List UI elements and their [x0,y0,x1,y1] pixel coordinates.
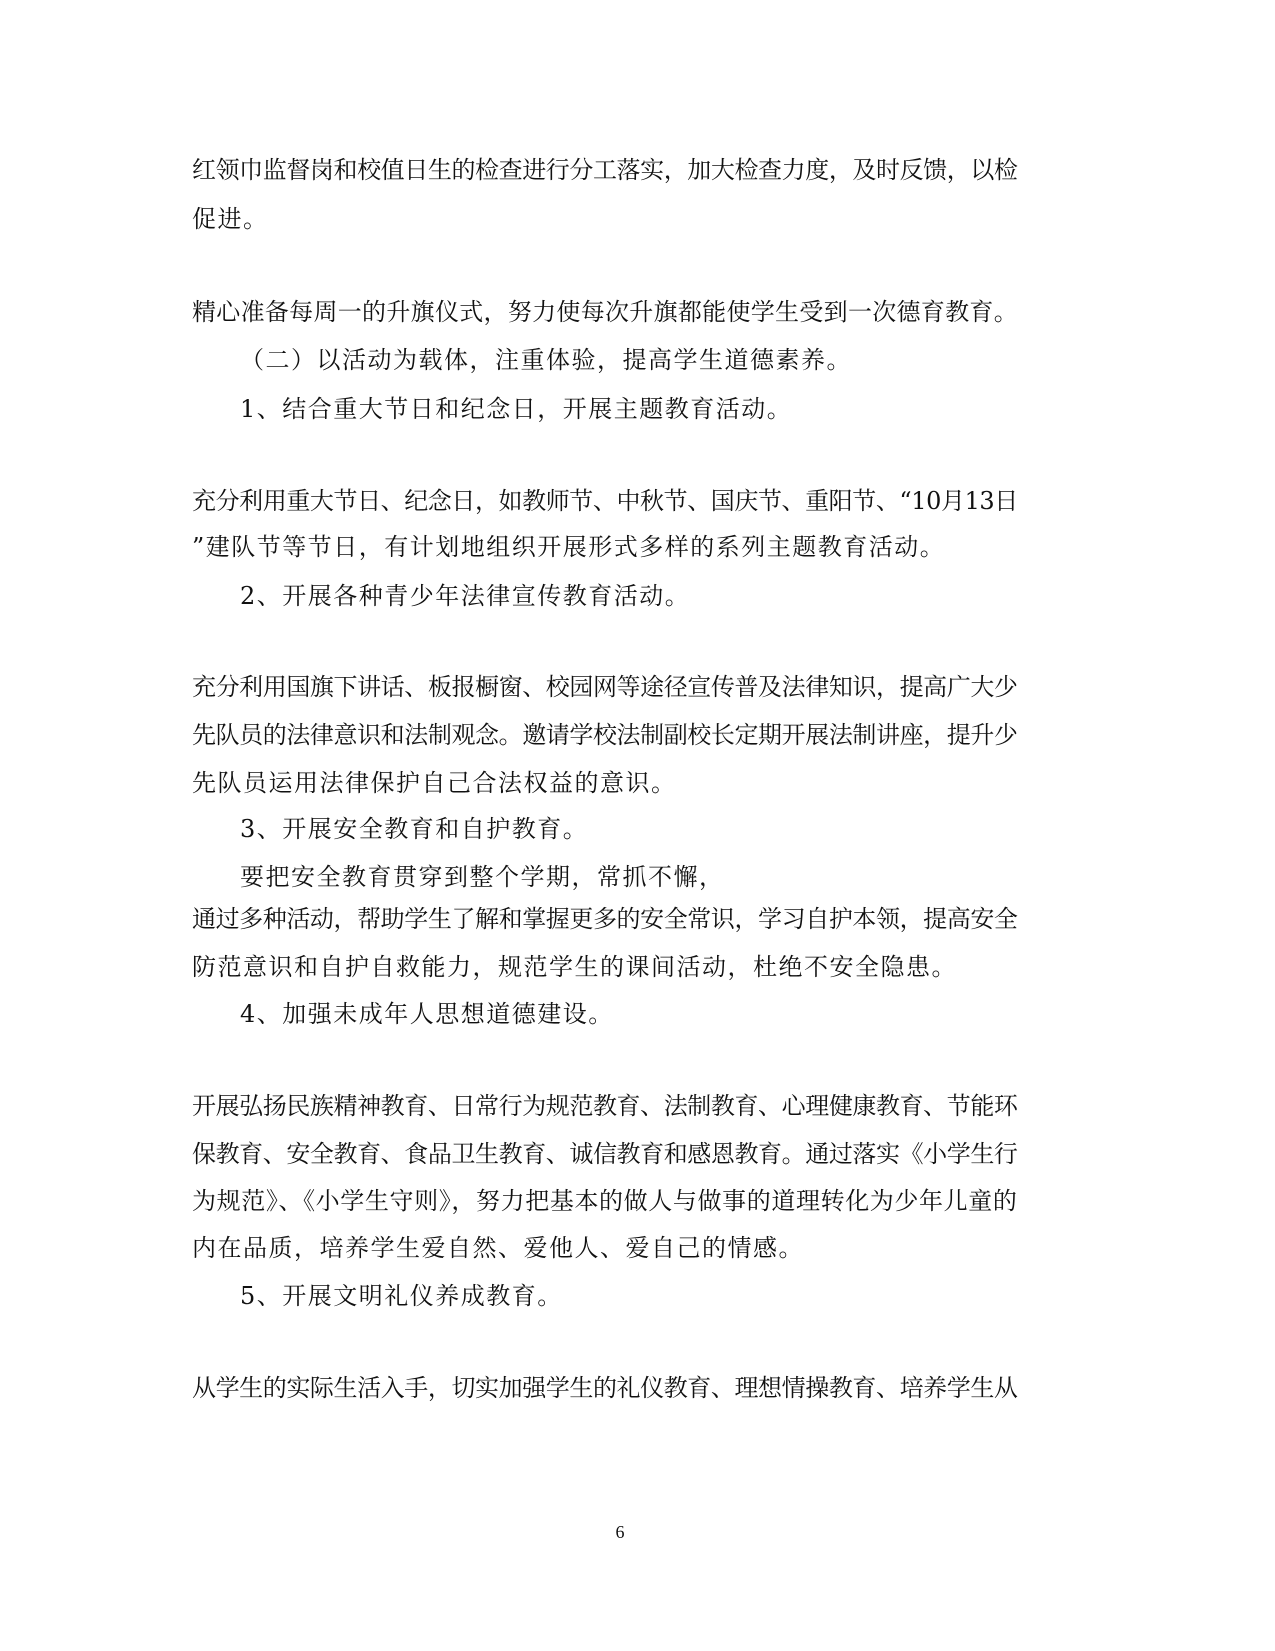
text-line: 要把安全教育贯穿到整个学期，常抓不懈， [240,863,725,891]
text-line: 为规范》、《小学生守则》，努力把基本的做人与做事的道理转化为少年儿童的 [192,1187,1018,1215]
text-line: 精心准备每周一的升旗仪式，努力使每次升旗都能使学生受到一次德育教育。 [192,298,1018,326]
item-heading: 5、开展文明礼仪养成教育。 [240,1282,563,1310]
text-line: 内在品质，培养学生爱自然、爱他人、爱自己的情感。 [192,1234,804,1262]
text-line: 充分利用国旗下讲话、板报橱窗、校园网等途径宣传普及法律知识，提高广大少 [192,673,1018,701]
text-line: 保教育、安全教育、食品卫生教育、诚信教育和感恩教育。通过落实《小学生行 [192,1140,1018,1168]
text-line: 充分利用重大节日、纪念日，如教师节、中秋节、国庆节、重阳节、“10月13日 [192,487,1018,515]
item-heading: 1、结合重大节日和纪念日，开展主题教育活动。 [240,395,793,423]
text-line: ”建队节等节日，有计划地组织开展形式多样的系列主题教育活动。 [192,533,946,561]
text-line: 促进。 [192,205,269,233]
text-line: 开展弘扬民族精神教育、日常行为规范教育、法制教育、心理健康教育、节能环 [192,1092,1018,1120]
item-heading: 4、加强未成年人思想道德建设。 [240,1000,614,1028]
item-heading: 3、开展安全教育和自护教育。 [240,815,589,843]
text-line: 防范意识和自护自救能力，规范学生的课间活动，杜绝不安全隐患。 [192,953,957,981]
text-line: 从学生的实际生活入手，切实加强学生的礼仪教育、理想情操教育、培养学生从 [192,1374,1018,1402]
text-line: 红领巾监督岗和校值日生的检查进行分工落实，加大检查力度，及时反馈，以检 [192,156,1018,184]
section-heading: （二）以活动为载体，注重体验，提高学生道德素养。 [240,346,852,374]
text-line: 先队员运用法律保护自己合法权益的意识。 [192,769,677,797]
item-heading: 2、开展各种青少年法律宣传教育活动。 [240,582,691,610]
page-number: 6 [615,1522,625,1542]
text-line: 先队员的法律意识和法制观念。邀请学校法制副校长定期开展法制讲座，提升少 [192,721,1018,749]
text-line: 通过多种活动，帮助学生了解和掌握更多的安全常识，学习自护本领，提高安全 [192,905,1018,933]
